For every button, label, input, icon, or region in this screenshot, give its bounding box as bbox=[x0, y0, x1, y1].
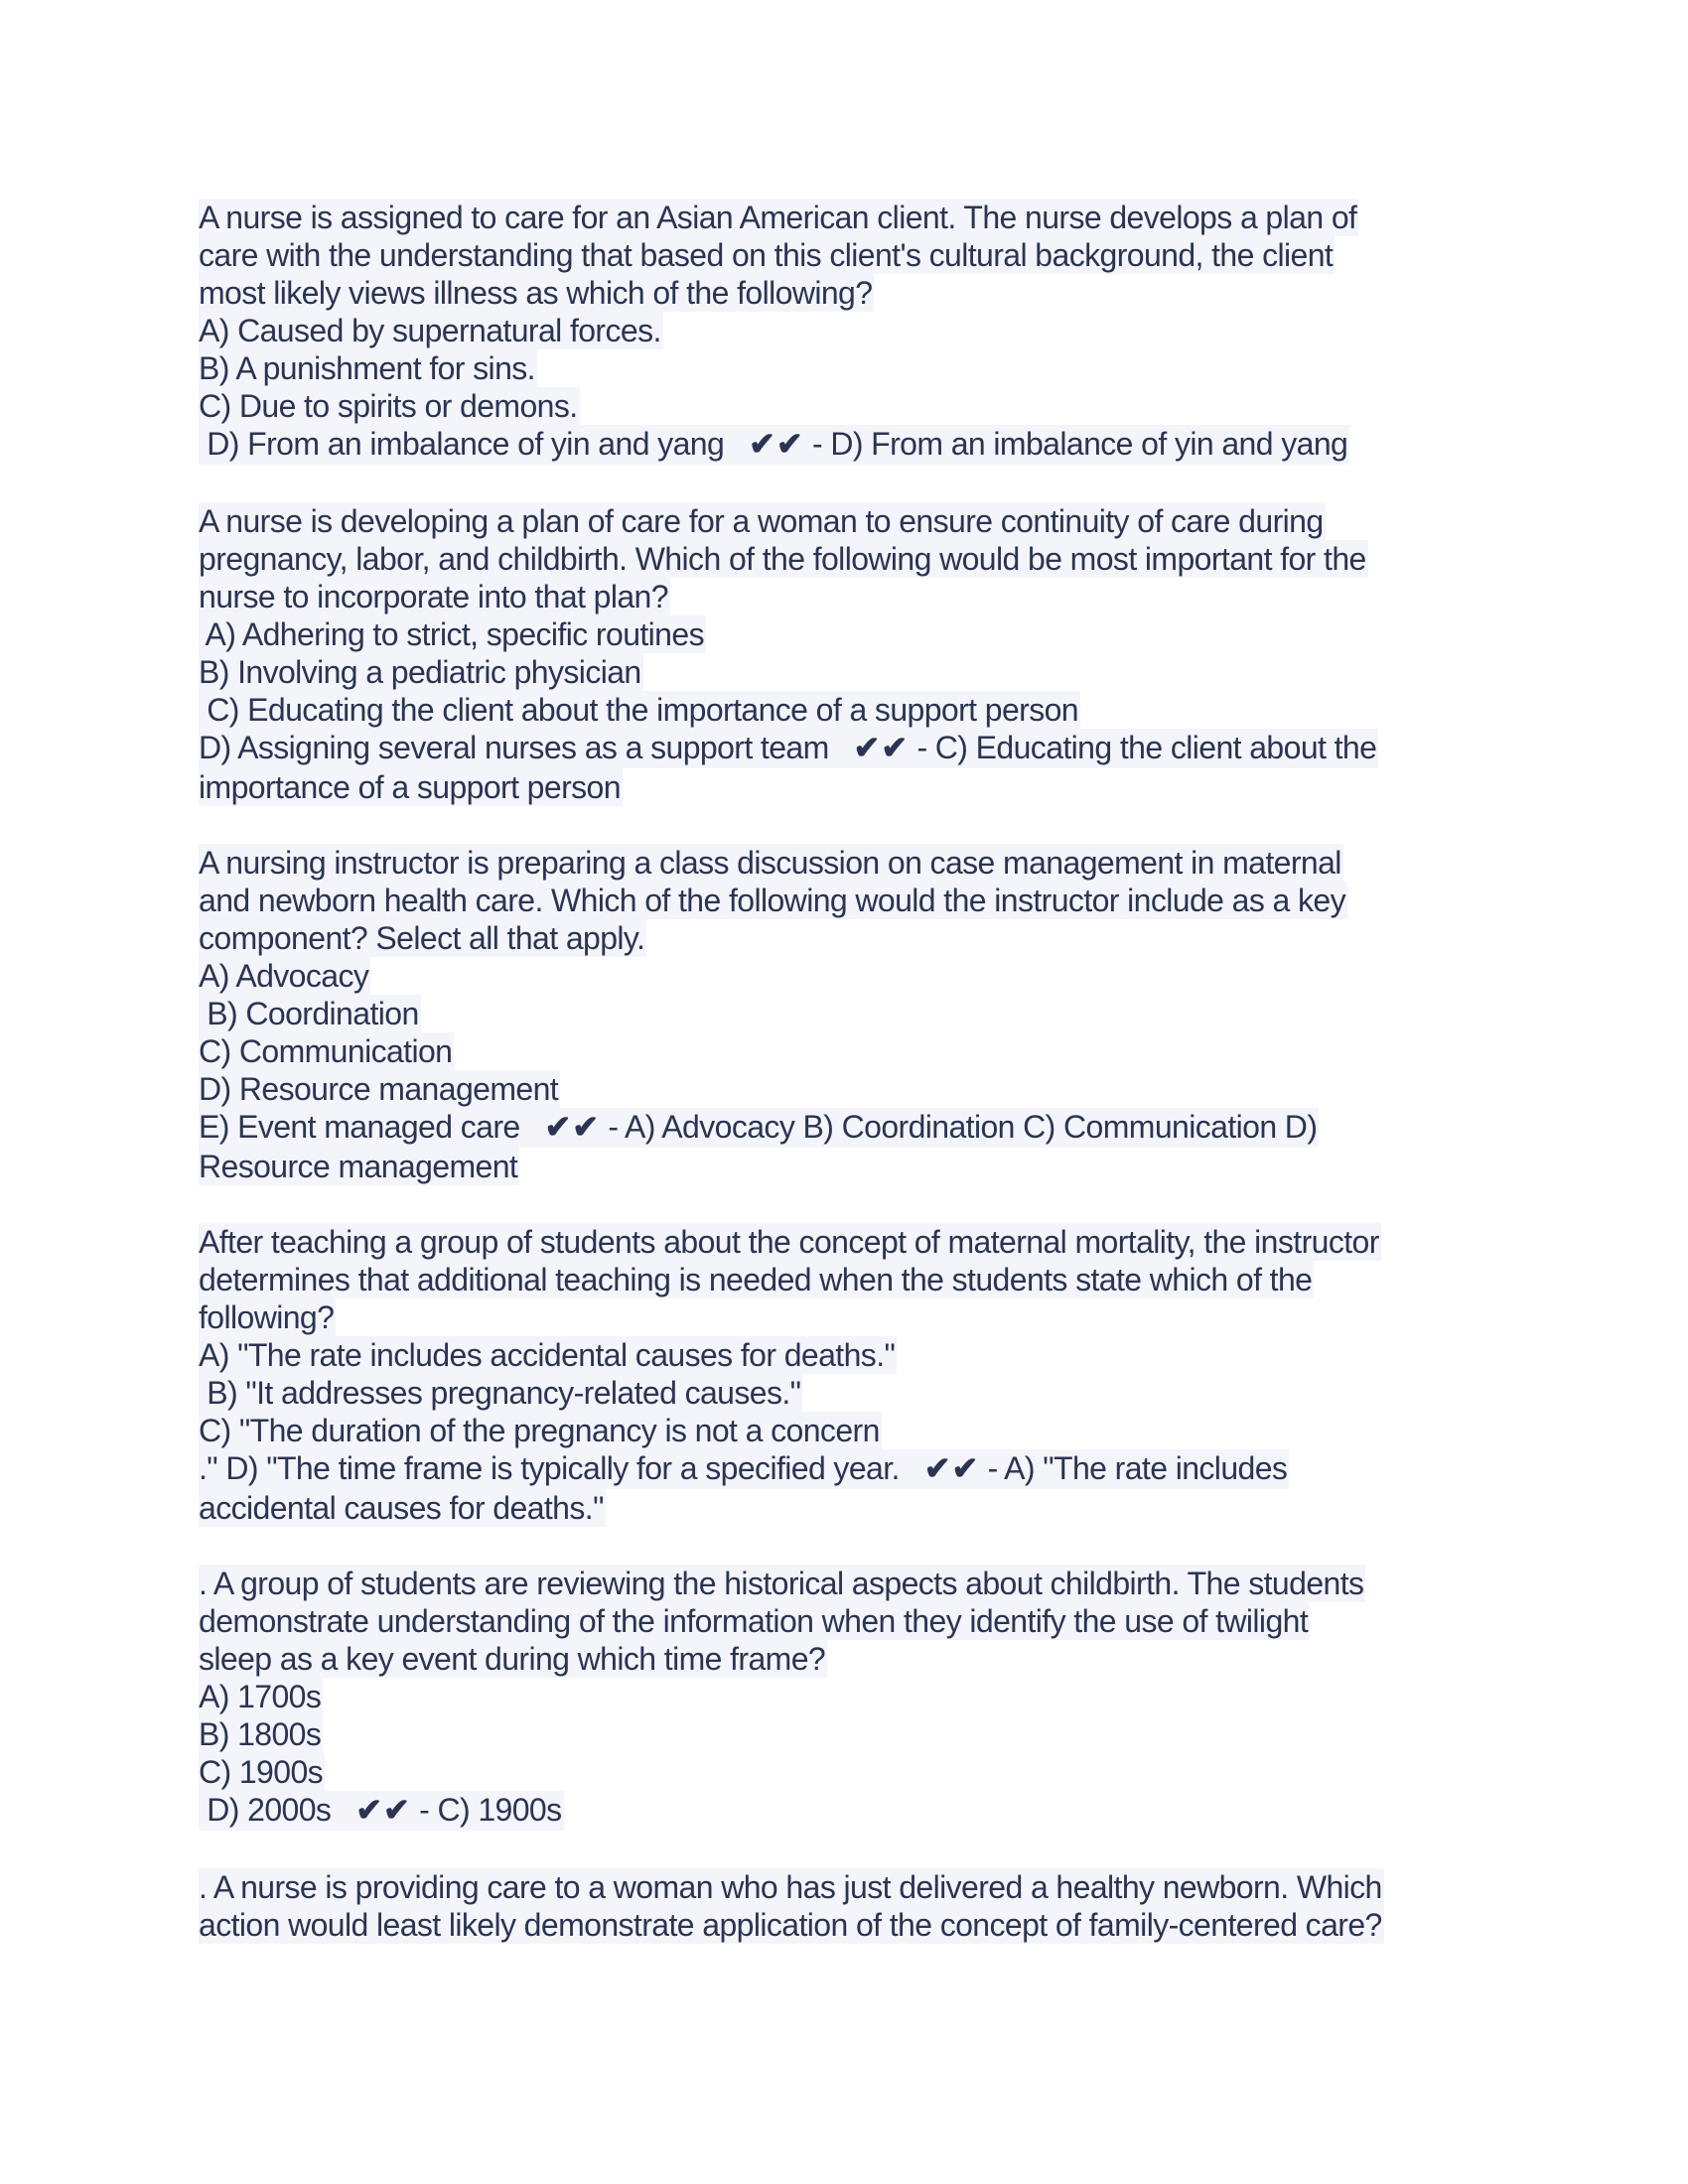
question-text: After teaching a group of students about the concept of maternal mortality, the instructor bbox=[199, 1224, 1379, 1260]
question-text: most likely views illness as which of the following? bbox=[199, 275, 873, 311]
option-a: A) 1700s bbox=[199, 1679, 322, 1714]
question-text: determines that additional teaching is needed when the students state which of the bbox=[199, 1262, 1313, 1297]
option-d: D) Assigning several nurses as a support team bbox=[199, 730, 854, 765]
option-d: ." D) "The time frame is typically for a specified year. bbox=[199, 1450, 924, 1486]
option-d: D) 2000s bbox=[199, 1792, 356, 1828]
option-b: B) A punishment for sins. bbox=[199, 350, 535, 386]
option-c: C) Due to spirits or demons. bbox=[199, 388, 578, 424]
answer-line bbox=[199, 1108, 1319, 1148]
question-text: sleep as a key event during which time frame? bbox=[199, 1641, 826, 1677]
option-c: C) 1900s bbox=[199, 1754, 324, 1790]
check-mark-icon: ✔✔ bbox=[749, 426, 804, 462]
question-text: demonstrate understanding of the information when they identify the use of twilight bbox=[199, 1603, 1309, 1639]
option-a: A) Advocacy bbox=[199, 958, 369, 994]
question-text: pregnancy, labor, and childbirth. Which of the following would be most important for the bbox=[199, 541, 1366, 577]
option-c: C) Educating the client about the importance of a support person bbox=[199, 692, 1079, 728]
question-block-1 bbox=[199, 199, 1509, 465]
answer-text: - A) Advocacy B) Coordination C) Communication D) bbox=[600, 1109, 1318, 1145]
question-text: A nurse is developing a plan of care for a woman to ensure continuity of care during bbox=[199, 503, 1324, 539]
option-b: B) Involving a pediatric physician bbox=[199, 654, 641, 690]
answer-line bbox=[199, 1449, 1289, 1489]
answer-line bbox=[199, 425, 1349, 465]
answer-text-continued: Resource management bbox=[199, 1149, 518, 1184]
option-a: A) Adhering to strict, specific routines bbox=[199, 616, 704, 652]
check-mark-icon: ✔✔ bbox=[923, 1450, 980, 1486]
option-c: C) Communication bbox=[199, 1033, 453, 1069]
answer-text: - A) "The rate includes bbox=[979, 1450, 1288, 1486]
question-block-4 bbox=[199, 1223, 1509, 1527]
answer-line bbox=[199, 1791, 564, 1831]
check-mark-icon: ✔✔ bbox=[355, 1792, 411, 1828]
answer-text: - D) From an imbalance of yin and yang bbox=[803, 426, 1348, 462]
option-a: A) Caused by supernatural forces. bbox=[199, 313, 661, 348]
question-block-5 bbox=[199, 1565, 1509, 1831]
question-text: nurse to incorporate into that plan? bbox=[199, 579, 668, 614]
question-text: A nurse is assigned to care for an Asian American client. The nurse develops a plan of bbox=[199, 200, 1357, 235]
question-text: following? bbox=[199, 1299, 335, 1335]
answer-text-continued: importance of a support person bbox=[199, 769, 621, 805]
answer-line bbox=[199, 729, 1378, 768]
check-mark-icon: ✔✔ bbox=[544, 1109, 601, 1145]
option-b: B) 1800s bbox=[199, 1716, 322, 1752]
check-mark-icon: ✔✔ bbox=[853, 730, 910, 765]
option-b: B) "It addresses pregnancy-related causes." bbox=[199, 1375, 801, 1411]
question-text: component? Select all that apply. bbox=[199, 920, 645, 956]
answer-text-continued: accidental causes for deaths." bbox=[199, 1490, 604, 1526]
document-page bbox=[199, 199, 1509, 1981]
option-d: D) From an imbalance of yin and yang bbox=[199, 426, 750, 462]
option-a: A) "The rate includes accidental causes for deaths." bbox=[199, 1337, 896, 1373]
question-text: A nursing instructor is preparing a class discussion on case management in maternal bbox=[199, 845, 1341, 881]
question-text: and newborn health care. Which of the following would the instructor include as a key bbox=[199, 883, 1346, 918]
answer-text: - C) Educating the client about the bbox=[909, 730, 1377, 765]
option-e: E) Event managed care bbox=[199, 1109, 545, 1145]
question-text: . A group of students are reviewing the historical aspects about childbirth. The students bbox=[199, 1566, 1364, 1601]
question-block-3 bbox=[199, 844, 1509, 1185]
option-c: C) "The duration of the pregnancy is not a concern bbox=[199, 1413, 880, 1448]
question-block-6 bbox=[199, 1868, 1509, 1944]
question-block-2 bbox=[199, 502, 1509, 806]
option-d: D) Resource management bbox=[199, 1071, 559, 1107]
option-b: B) Coordination bbox=[199, 996, 419, 1031]
answer-text: - C) 1900s bbox=[410, 1792, 562, 1828]
question-text: action would least likely demonstrate application of the concept of family-centered care? bbox=[199, 1907, 1382, 1943]
question-text: . A nurse is providing care to a woman who has just delivered a healthy newborn. Which bbox=[199, 1869, 1382, 1905]
question-text: care with the understanding that based on this client's cultural background, the client bbox=[199, 237, 1334, 273]
